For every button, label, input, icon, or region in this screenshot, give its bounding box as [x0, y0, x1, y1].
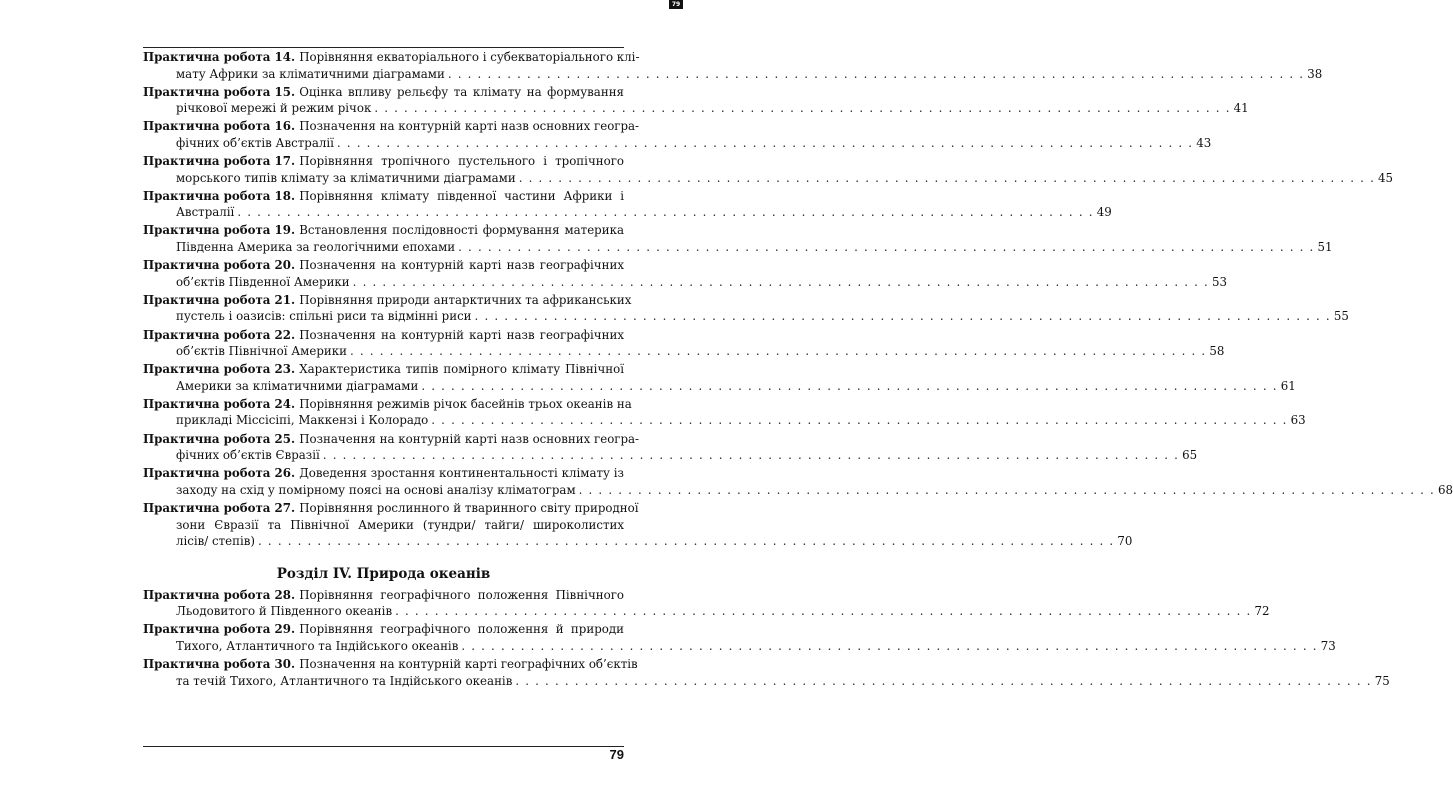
toc-entry-text: заходу на схід у помірному поясі на основі аналізу кліматограм	[176, 482, 576, 497]
toc-entry-line	[143, 257, 624, 274]
toc-entry	[143, 361, 1296, 394]
toc-entry	[143, 49, 1323, 82]
toc-entry-text: Позначення на контурній карті назв основних геогра-	[299, 431, 640, 446]
toc-entry-text: Характеристика типів помірного клімату Північної	[299, 362, 624, 377]
toc-entry-text: Доведення зростання континентальності клімату із	[299, 466, 624, 481]
toc-entry-line	[143, 153, 624, 170]
toc-entry-text: Порівняння клімату південної частини Африки і	[299, 188, 624, 203]
toc-entry-line	[143, 533, 1133, 550]
toc-entry-text: Оцінка впливу рельєфу та клімату на формування	[299, 84, 624, 99]
toc-dot-leader	[579, 482, 1435, 499]
toc-dot-leader	[258, 533, 1114, 550]
toc-entry	[143, 292, 1349, 325]
toc-entry-line	[143, 308, 1349, 325]
toc-entry-page: 73	[1320, 639, 1336, 653]
toc-entry-label: Практична робота 20.	[143, 258, 296, 273]
toc-entry-label: Практична робота 19.	[143, 223, 296, 238]
toc-entry-text: Тихого, Атлантичного та Індійського океанів	[176, 639, 459, 653]
toc-entry-line	[143, 378, 1296, 395]
toc-entry-page: 63	[1290, 413, 1306, 428]
toc-entry-line	[143, 587, 624, 604]
toc-entry-line	[143, 482, 1453, 499]
toc-entry-line	[143, 84, 624, 101]
toc-entry-page: 75	[1374, 673, 1390, 688]
toc-entry-line	[143, 66, 1323, 83]
toc-entry-label: Практична робота 28.	[143, 587, 296, 602]
toc-entry-text: Порівняння режимів річок басейнів трьох океанів на	[299, 396, 632, 411]
toc-entry-text: Порівняння тропічного пустельного і тропічного	[299, 154, 624, 169]
top-rule	[143, 47, 624, 48]
toc-entry-line	[143, 100, 1249, 117]
toc-entry-page: 68	[1437, 482, 1453, 497]
toc-entry-line	[143, 447, 1198, 464]
toc-entry-text: Порівняння екваторіального і субекваторіального клі-	[299, 50, 640, 64]
toc-entry-page: 38	[1307, 66, 1323, 81]
toc-entry-label: Практична робота 27.	[143, 500, 296, 515]
toc-entry-line	[143, 656, 638, 673]
toc-entry-page: 51	[1317, 240, 1333, 255]
toc-entry	[143, 621, 1336, 654]
toc-dot-leader	[395, 603, 1251, 620]
toc-entry-line	[143, 603, 1270, 620]
toc-entry-text: Позначення на контурній карті назв географічних	[299, 327, 624, 342]
toc-entry-text: об’єктів Південної Америки	[176, 274, 350, 289]
toc-dot-leader	[475, 308, 1331, 325]
toc-entry	[143, 327, 1225, 360]
toc-entry-text: зони Євразії та Північної Америки (тундри/ тайги/ широколистих	[176, 517, 624, 532]
toc-entry-text: пустель і оазисів: спільні риси та відмінні риси	[176, 309, 472, 324]
toc-entry-label: Практична робота 26.	[143, 466, 296, 481]
toc-entry-line	[143, 343, 1225, 360]
toc-entry-text: Америки за кліматичними діаграмами	[176, 378, 419, 393]
toc-entry-page: 41	[1233, 101, 1249, 116]
toc-entry	[143, 587, 1270, 620]
toc-entry-text: Австралії	[176, 205, 235, 220]
toc-entry-label: Практична робота 22.	[143, 327, 296, 342]
toc-entry-line	[143, 431, 640, 448]
toc-entry-label: Практична робота 23.	[143, 362, 296, 377]
toc-entry-label: Практична робота 29.	[143, 622, 296, 637]
toc-entry-page: 58	[1209, 344, 1225, 359]
bottom-rule	[143, 746, 624, 747]
toc-entry-label: Практична робота 16.	[143, 119, 296, 134]
toc-entry-label: Практична робота 15.	[143, 84, 296, 99]
toc-entry-text: фічних об’єктів Євразії	[176, 448, 320, 463]
toc-entries-section-iv	[143, 587, 1390, 690]
toc-dot-leader	[461, 638, 1317, 655]
toc-entry-line	[143, 222, 624, 239]
toc-entry-text: та течій Тихого, Атлантичного та Індійського океанів	[176, 673, 513, 688]
toc-entry-text: Південна Америка за геологічними епохами	[176, 240, 456, 255]
toc-entry	[143, 431, 1198, 464]
toc-dot-leader	[519, 170, 1375, 187]
toc-entry	[143, 84, 1249, 117]
toc-dot-leader	[421, 378, 1277, 395]
toc-entry-text: Льодовитого й Південного океанів	[176, 604, 393, 619]
toc-entry-line	[143, 412, 1306, 429]
toc-entry	[143, 118, 1212, 151]
toc-entry-line	[143, 170, 1394, 187]
toc-entry-line	[143, 188, 624, 205]
toc-entry-page: 45	[1378, 170, 1394, 185]
toc-entry-text: Порівняння географічного положення Північного	[299, 587, 624, 602]
toc-entry-line	[143, 500, 639, 517]
toc-entry-line	[143, 49, 640, 66]
toc-dot-leader	[431, 412, 1287, 429]
toc-entry-page: 72	[1254, 604, 1270, 619]
section-heading: Розділ IV. Природа океанів	[276, 565, 491, 582]
corner-page-mark: 79	[669, 0, 683, 9]
toc-entry	[143, 396, 1306, 429]
toc-entry-text: Позначення на контурній карті назв основних геогра-	[299, 119, 640, 134]
toc-entry-text: мату Африки за кліматичними діаграмами	[176, 66, 445, 81]
toc-entry-line	[143, 239, 1333, 256]
toc-entry-label: Практична робота 17.	[143, 154, 296, 169]
page-number: 79	[609, 747, 624, 762]
toc-entry	[143, 656, 1390, 689]
toc-entry	[143, 500, 1133, 550]
toc-entry-text: Встановлення послідовності формування материка	[299, 223, 624, 238]
toc-entry-text: фічних об’єктів Австралії	[176, 135, 334, 150]
toc-entry-text: прикладі Міссісіпі, Маккензі і Колорадо	[176, 413, 429, 428]
toc-entry-label: Практична робота 14.	[143, 50, 296, 64]
toc-dot-leader	[350, 343, 1206, 360]
toc-entry	[143, 465, 1453, 498]
toc-entry-line	[143, 621, 624, 638]
toc-entry-line	[143, 638, 1336, 655]
toc-entry-text: Порівняння рослинного й тваринного світу природної	[299, 500, 639, 515]
toc-entry-line	[143, 135, 1212, 152]
toc-entry-label: Практична робота 24.	[143, 396, 296, 411]
toc-dot-leader	[374, 100, 1230, 117]
toc-dot-leader	[458, 239, 1314, 256]
toc-entry-text: річкової мережі й режим річок	[176, 101, 372, 116]
toc-entries-section-iii	[143, 49, 1453, 550]
toc-entry-label: Практична робота 18.	[143, 188, 296, 203]
toc-dot-leader	[353, 274, 1209, 291]
toc-dot-leader	[448, 66, 1304, 83]
toc-entry	[143, 188, 1112, 221]
toc-entry-line	[143, 517, 624, 534]
toc-entry	[143, 222, 1333, 255]
toc-entry-line	[143, 327, 624, 344]
toc-entry-text: Позначення на контурній карті географічних об’єктів	[299, 657, 638, 672]
toc-dot-leader	[323, 447, 1179, 464]
toc-entry-page: 55	[1333, 309, 1349, 324]
toc-entry-line	[143, 396, 632, 413]
toc-entry-label: Практична робота 30.	[143, 657, 296, 672]
toc-entry-text: Порівняння географічного положення й природи	[299, 622, 624, 637]
toc-entry-text: Порівняння природи антарктичних та африканських	[299, 292, 632, 307]
toc-entry-page: 61	[1280, 378, 1296, 393]
toc-dot-leader	[337, 135, 1193, 152]
toc-entry-text: морського типів клімату за кліматичними діаграмами	[176, 170, 516, 185]
toc-entry-page: 53	[1212, 274, 1228, 289]
toc-entry-page: 65	[1182, 448, 1198, 463]
toc-entry-text: лісів/ степів)	[176, 534, 256, 549]
toc-entry-line	[143, 673, 1390, 690]
toc-entry-page: 70	[1117, 534, 1133, 549]
toc-entry-line	[143, 274, 1228, 291]
toc-entry-label: Практична робота 25.	[143, 431, 296, 446]
toc-entry-page: 49	[1096, 205, 1112, 220]
toc-entry-line	[143, 361, 624, 378]
toc-dot-leader	[515, 673, 1371, 690]
toc-entry	[143, 153, 1394, 186]
toc-entry-page: 43	[1196, 135, 1212, 150]
toc-entry	[143, 257, 1228, 290]
toc-dot-leader	[237, 204, 1093, 221]
toc-entry-text: Позначення на контурній карті назв географічних	[299, 258, 624, 273]
table-of-contents	[143, 49, 1453, 691]
toc-entry-label: Практична робота 21.	[143, 292, 296, 307]
toc-entry-text: об’єктів Північної Америки	[176, 344, 347, 359]
toc-entry-line	[143, 292, 632, 309]
toc-entry-line	[143, 118, 640, 135]
toc-entry-line	[143, 204, 1112, 221]
toc-entry-line	[143, 465, 624, 482]
